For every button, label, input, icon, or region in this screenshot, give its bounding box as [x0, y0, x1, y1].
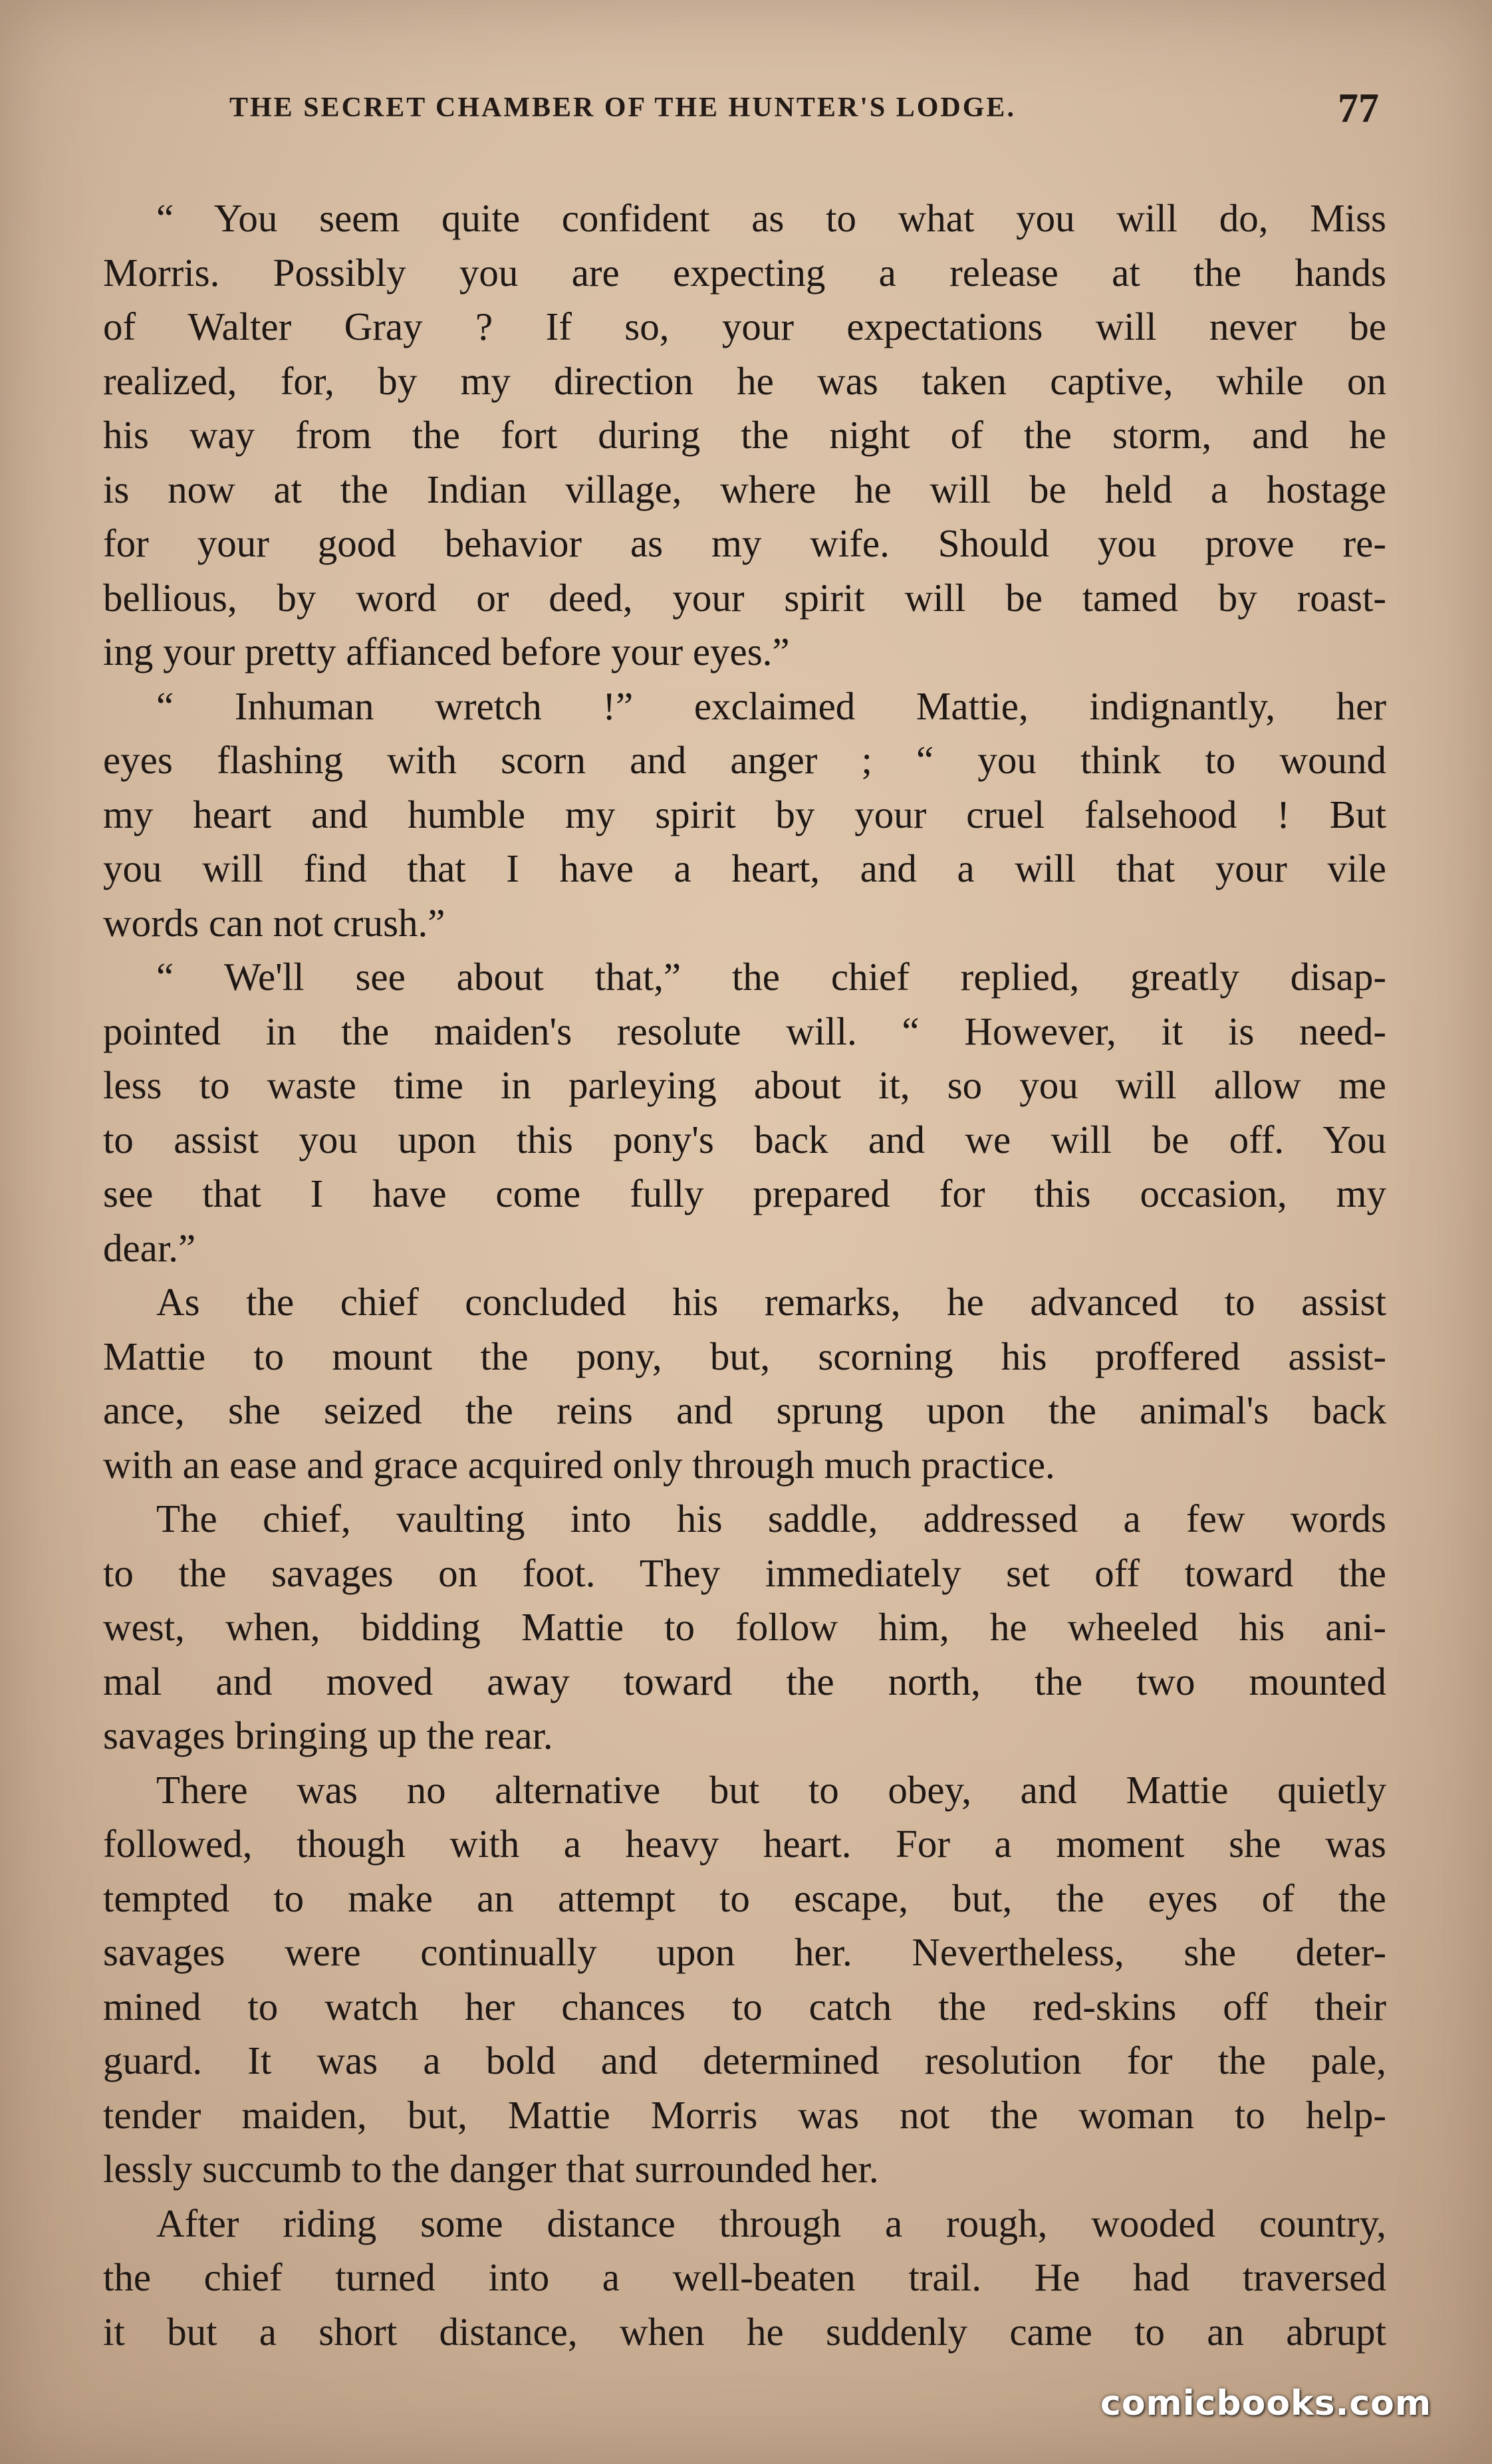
- text-line: eyes flashing with scorn and anger ; “ you think to wound: [103, 738, 1386, 782]
- text-line: west, when, bidding Mattie to follow him, he wheeled his ani-: [103, 1605, 1386, 1649]
- text-line: “ We'll see about that,” the chief replied, greatly disap-: [156, 955, 1386, 999]
- text-line: “ Inhuman wretch !” exclaimed Mattie, indignantly, her: [156, 683, 1386, 728]
- text-line: for your good behavior as my wife. Should you prove re-: [103, 521, 1386, 565]
- running-title: THE SECRET CHAMBER OF THE HUNTER'S LODGE.: [229, 92, 1016, 123]
- text-line: Morris. Possibly you are expecting a release at the hands: [103, 250, 1386, 295]
- page-number: 77: [1338, 86, 1379, 131]
- body-text: [103, 191, 1386, 2359]
- text-line: savages bringing up the rear.: [103, 1713, 553, 1757]
- text-line: “ You seem quite confident as to what you will do, Miss: [156, 196, 1386, 240]
- text-line: is now at the Indian village, where he will be held a hostage: [103, 467, 1386, 511]
- text-line: to assist you upon this pony's back and we will be off. You: [103, 1117, 1386, 1162]
- watermark: comicbooks.com: [1100, 2384, 1432, 2423]
- text-line: ance, she seized the reins and sprung upon the animal's back: [103, 1388, 1386, 1432]
- text-line: realized, for, by my direction he was taken captive, while on: [103, 358, 1386, 403]
- text-line: The chief, vaulting into his saddle, addressed a few words: [156, 1497, 1386, 1540]
- text-line: it but a short distance, when he suddenly came to an abrupt: [103, 2309, 1386, 2354]
- text-line: Mattie to mount the pony, but, scorning his proffered assist-: [103, 1334, 1386, 1378]
- text-line: dear.”: [103, 1225, 196, 1270]
- text-line: mined to watch her chances to catch the red-skins off their: [103, 1984, 1386, 2029]
- text-line: As the chief concluded his remarks, he advanced to assist: [156, 1280, 1386, 1324]
- text-line: tempted to make an attempt to escape, but, the eyes of the: [103, 1876, 1386, 1920]
- text-line: his way from the fort during the night of the storm, and he: [103, 413, 1386, 457]
- text-line: to the savages on foot. They immediately set off toward the: [103, 1550, 1386, 1595]
- text-line: followed, though with a heavy heart. For a moment she was: [103, 1822, 1386, 1866]
- text-line: of Walter Gray ? If so, your expectations will never be: [103, 305, 1386, 348]
- text-line: lessly succumb to the danger that surrounded her.: [103, 2147, 879, 2191]
- text-line: bellious, by word or deed, your spirit will be tamed by roast-: [103, 575, 1386, 620]
- text-line: After riding some distance through a rough, wooded country,: [156, 2201, 1386, 2245]
- text-line: see that I have come fully prepared for this occasion, my: [103, 1171, 1386, 1215]
- text-line: ing your pretty affianced before your eyes.”: [103, 630, 790, 674]
- text-line: tender maiden, but, Mattie Morris was not the woman to help-: [103, 2092, 1386, 2137]
- text-line: There was no alternative but to obey, and Mattie quietly: [156, 1767, 1386, 1812]
- text-line: my heart and humble my spirit by your cruel falsehood ! But: [103, 792, 1386, 836]
- text-line: mal and moved away toward the north, the two mounted: [103, 1659, 1386, 1703]
- text-line: the chief turned into a well-beaten trail. He had traversed: [103, 2255, 1386, 2299]
- text-line: guard. It was a bold and determined resolution for the pale,: [103, 2038, 1386, 2082]
- text-line: you will find that I have a heart, and a will that your vile: [103, 846, 1386, 890]
- text-line: less to waste time in parleying about it, so you will allow me: [103, 1063, 1386, 1107]
- text-line: words can not crush.”: [103, 900, 445, 945]
- text-line: pointed in the maiden's resolute will. “ However, it is need-: [103, 1009, 1386, 1053]
- text-line: savages were continually upon her. Nevertheless, she deter-: [103, 1930, 1386, 1974]
- text-line: with an ease and grace acquired only through much practice.: [103, 1442, 1055, 1487]
